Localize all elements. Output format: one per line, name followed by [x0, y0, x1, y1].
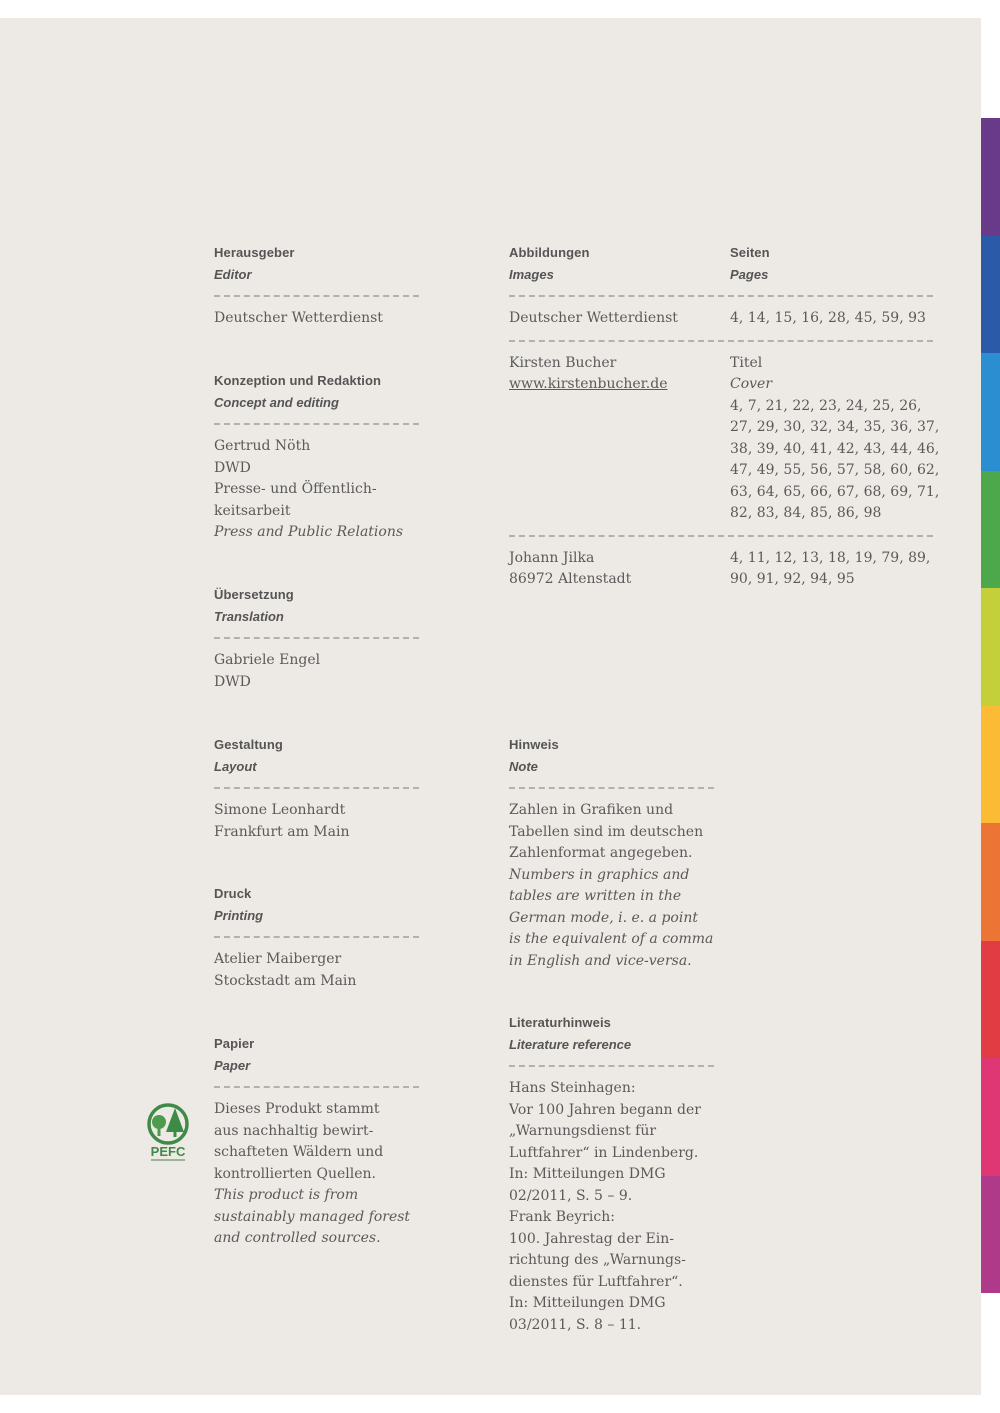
- divider: [214, 637, 419, 639]
- concept-line: Gertrud Nöth: [214, 438, 311, 454]
- paper-line: aus nachhaltig bewirt-: [214, 1122, 374, 1139]
- note-section: [509, 734, 714, 972]
- pefc-logo: [137, 1102, 199, 1164]
- image-pages: 63, 64, 65, 66, 67, 68, 69, 71,: [730, 483, 940, 500]
- translation-section: [214, 584, 419, 693]
- divider: [214, 1086, 419, 1088]
- image-pages: 27, 29, 30, 32, 34, 35, 36, 37,: [730, 419, 940, 435]
- literature-section: [509, 1012, 714, 1336]
- editor-title-en: Editor: [214, 266, 252, 282]
- divider: [214, 423, 419, 425]
- divider: [509, 787, 714, 789]
- note-line-en: in English and vice-versa.: [509, 952, 692, 969]
- layout-title-en: Layout: [214, 758, 257, 774]
- note-line: Zahlenformat angegeben.: [509, 845, 693, 861]
- image-source: Kirsten Bucher: [509, 354, 617, 371]
- concept-section: [214, 370, 419, 544]
- color-tab-strip: [981, 118, 1000, 1293]
- image-source-link[interactable]: www.kirstenbucher.de: [509, 376, 668, 392]
- concept-title: Konzeption und Redaktion: [214, 373, 382, 388]
- note-line-en: German mode, i. e. a point: [509, 909, 698, 926]
- literature-line: In: Mitteilungen DMG: [509, 1295, 666, 1311]
- literature-line: In: Mitteilungen DMG: [509, 1166, 666, 1182]
- translation-line: DWD: [214, 673, 251, 690]
- translation-title: Übersetzung: [214, 587, 294, 602]
- images-title-en: Images: [509, 266, 554, 282]
- note-line-en: Numbers in graphics and: [509, 866, 690, 883]
- divider: [509, 340, 933, 342]
- paper-title: Papier: [214, 1036, 255, 1051]
- images-title: Abbildungen: [509, 245, 590, 260]
- literature-title: Literaturhinweis: [509, 1015, 612, 1030]
- page: [0, 18, 981, 1395]
- image-pages: 4, 11, 12, 13, 18, 19, 79, 89,: [730, 549, 931, 566]
- image-pages: 47, 49, 55, 56, 57, 58, 60, 62,: [730, 462, 940, 478]
- divider: [214, 936, 419, 938]
- color-tab-10: [981, 1176, 1000, 1294]
- translation-line: Gabriele Engel: [214, 652, 321, 668]
- literature-line: 03/2011, S. 8 – 11.: [509, 1316, 642, 1333]
- pages-title-en: Pages: [730, 266, 769, 282]
- image-pages: 4, 7, 21, 22, 23, 24, 25, 26,: [730, 397, 922, 414]
- literature-line: Frank Beyrich:: [509, 1209, 615, 1225]
- note-line: Zahlen in Grafiken und: [509, 802, 674, 818]
- image-source: 86972 Altenstadt: [509, 571, 632, 587]
- paper-line-en: and controlled sources.: [214, 1230, 381, 1246]
- images-section: [509, 242, 940, 591]
- literature-line: 02/2011, S. 5 – 9.: [509, 1187, 633, 1204]
- note-title-en: Note: [509, 758, 538, 774]
- layout-line: Frankfurt am Main: [214, 823, 350, 840]
- editor-title: Herausgeber: [214, 245, 295, 260]
- image-source: Johann Jilka: [509, 549, 595, 566]
- divider: [509, 1065, 714, 1067]
- color-tab-2: [981, 236, 1000, 354]
- color-tab-8: [981, 941, 1000, 1059]
- color-tab-4: [981, 471, 1000, 589]
- editor-line: Deutscher Wetterdienst: [214, 310, 383, 326]
- divider: [509, 295, 933, 297]
- printing-line: Atelier Maiberger: [214, 951, 342, 967]
- image-pages: 4, 14, 15, 16, 28, 45, 59, 93: [730, 310, 926, 326]
- pefc-logo-text: PEFC: [150, 1144, 186, 1159]
- note-line-en: tables are written in the: [509, 888, 682, 904]
- literature-line: Hans Steinhagen:: [509, 1080, 636, 1096]
- literature-line: 100. Jahrestag der Ein-: [509, 1230, 674, 1247]
- image-source: Deutscher Wetterdienst: [509, 310, 678, 326]
- printing-section: [214, 883, 419, 992]
- paper-line-en: This product is from: [214, 1187, 359, 1203]
- images-row: [509, 548, 933, 591]
- color-tab-7: [981, 823, 1000, 941]
- image-pages: 38, 39, 40, 41, 42, 43, 44, 46,: [730, 440, 940, 457]
- printing-title: Druck: [214, 886, 252, 901]
- layout-line: Simone Leonhardt: [214, 802, 346, 818]
- divider: [214, 295, 419, 297]
- image-pages-label: Titel: [730, 354, 763, 371]
- literature-line: Vor 100 Jahren begann der: [509, 1101, 701, 1118]
- paper-line: Dieses Produkt stammt: [214, 1101, 380, 1117]
- color-tab-6: [981, 706, 1000, 824]
- concept-title-en: Concept and editing: [214, 394, 339, 410]
- paper-section: [214, 1033, 419, 1250]
- images-row: [509, 353, 940, 525]
- paper-title-en: Paper: [214, 1057, 251, 1073]
- image-pages: 90, 91, 92, 94, 95: [730, 571, 855, 587]
- note-line-en: is the equivalent of a comma: [509, 931, 714, 947]
- divider: [214, 787, 419, 789]
- literature-line: „Warnungsdienst für: [509, 1123, 657, 1139]
- paper-line: kontrollierten Quellen.: [214, 1165, 376, 1182]
- paper-line-en: sustainably managed forest: [214, 1208, 411, 1225]
- images-row: [509, 308, 933, 330]
- color-tab-3: [981, 353, 1000, 471]
- editor-section: [214, 242, 419, 330]
- layout-section: [214, 734, 419, 843]
- color-tab-9: [981, 1058, 1000, 1176]
- translation-title-en: Translation: [214, 608, 284, 624]
- note-line: Tabellen sind im deutschen: [509, 823, 704, 840]
- literature-line: richtung des „Warnungs-: [509, 1252, 686, 1268]
- paper-line: schafteten Wäldern und: [214, 1144, 384, 1160]
- concept-line: Presse- und Öffentlich-: [214, 481, 377, 497]
- literature-line: dienstes für Luftfahrer“.: [509, 1273, 683, 1290]
- note-title: Hinweis: [509, 737, 559, 752]
- pages-title: Seiten: [730, 245, 770, 260]
- printing-line: Stockstadt am Main: [214, 972, 357, 989]
- layout-title: Gestaltung: [214, 737, 283, 752]
- concept-line: DWD: [214, 459, 251, 476]
- image-pages: 82, 83, 84, 85, 86, 98: [730, 505, 882, 521]
- color-tab-5: [981, 588, 1000, 706]
- printing-title-en: Printing: [214, 907, 264, 923]
- literature-title-en: Literature reference: [509, 1036, 632, 1052]
- color-tab-1: [981, 118, 1000, 236]
- concept-line: keitsarbeit: [214, 502, 291, 519]
- divider: [509, 535, 933, 537]
- literature-line: Luftfahrer“ in Lindenberg.: [509, 1144, 699, 1161]
- image-pages-label-en: Cover: [730, 376, 773, 392]
- concept-line-en: Press and Public Relations: [214, 524, 404, 540]
